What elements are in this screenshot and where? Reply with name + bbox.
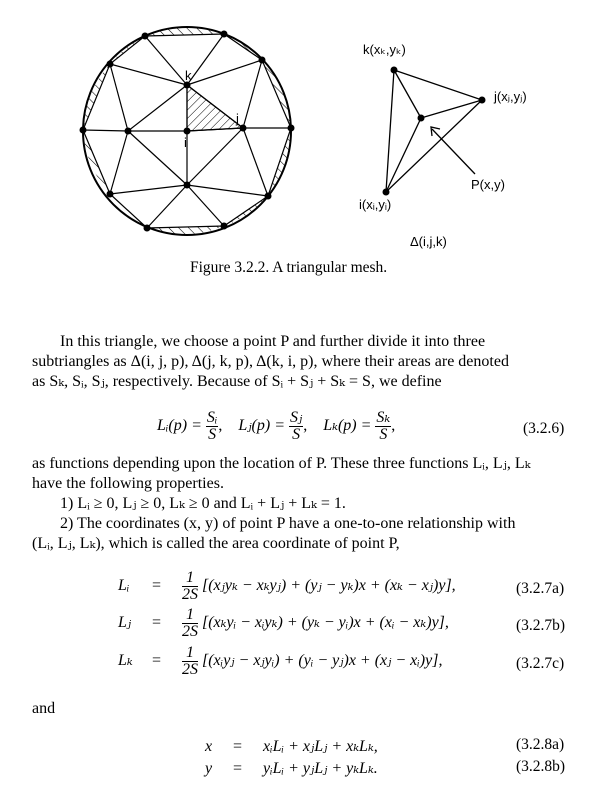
- triangle-label-p: P(x,y): [471, 177, 505, 192]
- eq327a-lhs: Lᵢ: [118, 577, 130, 595]
- paragraph-1-line-1: In this triangle, we choose a point P and further divide it into three: [60, 333, 486, 350]
- equation-3-2-7c: [118, 645, 442, 678]
- eq327b-rhs: [(xₖyᵢ − xᵢyₖ) + (yₖ − yᵢ)x + (xᵢ − xₖ)y],: [202, 614, 449, 632]
- equation-3-2-7a: [118, 570, 456, 603]
- eq328b-rhs: yᵢLᵢ + yⱼLⱼ + yₖLₖ.: [263, 760, 378, 777]
- paragraph-1: [32, 332, 587, 392]
- eq328b-number: (3.2.8b): [516, 758, 566, 775]
- eq327a-num: 1: [182, 570, 198, 587]
- triangle-label-i: i(xᵢ,yᵢ): [359, 197, 392, 212]
- paragraph-1-line-2: subtriangles as Δ(i, j, p), Δ(j, k, p), Δ(k, i, p), where their areas are denoted: [32, 353, 509, 370]
- triangle-label-delta: Δ(i,j,k): [410, 234, 447, 249]
- eq326-li-den: S: [208, 426, 217, 443]
- triangle-label-j: j(xⱼ,yⱼ): [494, 89, 527, 104]
- eq326-lj-den: S: [292, 426, 301, 443]
- mesh-figure: [0, 0, 613, 260]
- figure-caption: Figure 3.2.2. A triangular mesh.: [190, 259, 388, 276]
- eq328a-eq: =: [233, 738, 243, 755]
- eq327c-eq: =: [152, 652, 162, 670]
- eq327a-eq: =: [152, 577, 162, 595]
- eq326-li-lhs: Lᵢ(p) =: [157, 417, 202, 435]
- eq328a-rhs: xᵢLᵢ + xⱼLⱼ + xₖLₖ,: [263, 738, 378, 755]
- eq327c-number: (3.2.7c): [516, 655, 565, 672]
- paragraph-2-line-2: have the following properties.: [32, 475, 224, 492]
- eq326-lk-num: Sₖ: [376, 409, 391, 426]
- mesh-label-k: k: [185, 68, 192, 83]
- paragraph-2-line-5: (Lᵢ, Lⱼ, Lₖ), which is called the area coordinate of point P,: [32, 535, 400, 552]
- eq326-lk-lhs: Lₖ(p) =: [323, 417, 372, 435]
- triangle-label-k: k(xₖ,yₖ): [363, 42, 406, 57]
- eq327c-rhs: [(xᵢyⱼ − xⱼyᵢ) + (yᵢ − yⱼ)x + (xⱼ − xᵢ)y],: [202, 652, 443, 670]
- eq327a-den: 2S: [182, 586, 198, 603]
- eq326-number: (3.2.6): [523, 420, 565, 437]
- eq327b-eq: =: [152, 614, 162, 632]
- eq327c-lhs: Lₖ: [118, 652, 133, 670]
- eq328b-eq: =: [233, 760, 243, 777]
- eq327c-num: 1: [182, 645, 198, 662]
- eq328a-lhs: x: [205, 738, 213, 755]
- eq327b-lhs: Lⱼ: [118, 614, 132, 632]
- mesh-label-i: i: [184, 135, 187, 150]
- eq327b-number: (3.2.7b): [516, 617, 566, 634]
- eq326-li-num: Sᵢ: [206, 409, 218, 426]
- eq327b-num: 1: [182, 607, 198, 624]
- and-text: and: [32, 700, 56, 717]
- equation-3-2-6: Lᵢ(p) = $\frac{\text{Sᵢ}}{S}$ , Lⱼ(p) = $\frac{\text{Sⱼ}}{S}$ , Lₖ(p) = $\frac{\text{Sₖ}}{S}$ ,: [157, 409, 396, 443]
- equation-3-2-7b: [118, 607, 449, 640]
- eq327a-rhs: [(xⱼyₖ − xₖyⱼ) + (yⱼ − yₖ)x + (xₖ − xⱼ)y],: [202, 577, 456, 595]
- paragraph-2: [32, 454, 592, 554]
- paragraph-2-line-1: as functions depending upon the location of P. These three functions Lᵢ, Lⱼ, Lₖ: [32, 455, 531, 472]
- eq326-lk-den: S: [379, 426, 388, 443]
- eq326-lj-num: Sⱼ: [290, 409, 303, 426]
- mesh-label-j: j: [236, 111, 239, 126]
- eq327b-den: 2S: [182, 623, 198, 640]
- triangle-element: [386, 70, 482, 192]
- equation-3-2-8b: [205, 758, 378, 778]
- paragraph-1-line-3: as Sₖ, Sᵢ, Sⱼ, respectively. Because of Sᵢ + Sⱼ + Sₖ = S, we define: [32, 373, 442, 390]
- paragraph-2-line-4: 2) The coordinates (x, y) of point P have a one-to-one relationship with: [60, 515, 516, 532]
- equation-3-2-8a: [205, 736, 378, 756]
- eq326-lj-lhs: Lⱼ(p) =: [238, 417, 285, 435]
- eq327a-number: (3.2.7a): [516, 580, 565, 597]
- eq328a-number: (3.2.8a): [516, 736, 565, 753]
- paragraph-2-line-3: 1) Lᵢ ≥ 0, Lⱼ ≥ 0, Lₖ ≥ 0 and Lᵢ + Lⱼ + Lₖ = 1.: [60, 495, 346, 512]
- eq328b-lhs: y: [205, 760, 213, 777]
- eq327c-den: 2S: [182, 661, 198, 678]
